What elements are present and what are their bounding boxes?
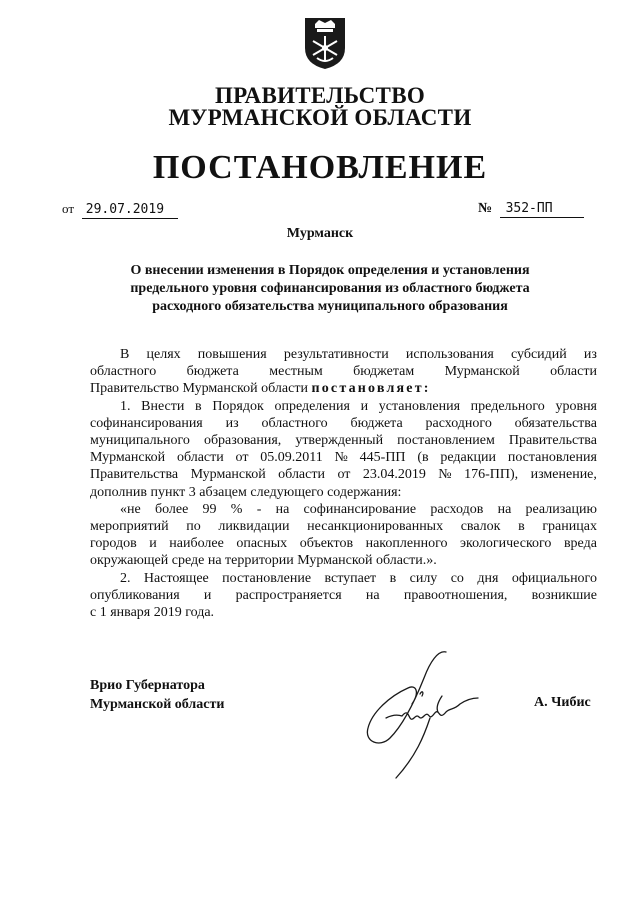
body-word: установления (378, 398, 461, 414)
body-word: утвержденный (295, 433, 384, 449)
body-word: Порядок (212, 398, 264, 414)
city-name: Мурманск (286, 226, 354, 241)
body-word: от (235, 450, 249, 466)
signatory-name: А. Чибис (534, 695, 591, 710)
body-word: 05.09.2011 (260, 450, 323, 466)
document-type-title: ПОСТАНОВЛЕНИЕ (152, 149, 488, 186)
body-word: свалок (460, 519, 501, 535)
body-word: уровня (555, 398, 597, 414)
body-text: Правительство Мурманской области (90, 381, 308, 397)
body-word: на (275, 501, 290, 517)
body-word: постановлением (397, 433, 495, 449)
body-word: редакции (440, 450, 497, 466)
body-word: в (195, 398, 202, 414)
body-word: и (360, 398, 369, 414)
body-word: правоотношения, (403, 587, 508, 603)
number-prefix: № (478, 201, 493, 216)
body-word: - (256, 501, 262, 517)
body-word: со (450, 570, 464, 586)
decree-word: постановляет: (311, 381, 431, 397)
organization-name-line2: МУРМАНСКОЙ ОБЛАСТИ (168, 105, 472, 130)
body-line (90, 535, 597, 552)
body-word: несанкционированных (307, 519, 444, 535)
subject-line: О внесении изменения в Порядок определения и установления (130, 263, 530, 278)
body-word: и (203, 587, 212, 603)
body-word: изменение, (530, 467, 597, 483)
body-word: Настоящее (143, 570, 209, 586)
body-word: в (518, 519, 525, 535)
body-word: Внести (141, 398, 185, 414)
body-word: от (337, 467, 351, 483)
subject-line: предельного уровня софинансирования из областного бюджета (130, 281, 530, 296)
body-word: повышения (197, 347, 267, 362)
body-line (90, 587, 597, 604)
body-word: возникшие (531, 587, 597, 603)
body-line (90, 346, 597, 363)
body-word: мероприятий (90, 519, 169, 535)
body-word: из (225, 415, 239, 431)
body-word: бюджета (350, 415, 403, 431)
body-word: постановления (507, 450, 597, 466)
body-word: объектов (299, 536, 354, 552)
handwritten-signature (350, 632, 500, 782)
body-word: Мурманской (190, 467, 266, 483)
body-word: распространяется (235, 587, 342, 603)
body-word: области (278, 467, 325, 483)
body-line (90, 363, 597, 380)
body-word: «не (120, 501, 141, 517)
body-word: силу (409, 570, 438, 586)
body-word: 445-ПП (359, 450, 406, 466)
date-prefix: от (62, 201, 75, 216)
body-word: расходов (430, 501, 484, 517)
document-body (90, 346, 597, 621)
body-word: 99 (202, 501, 217, 517)
body-word: реализацию (525, 501, 597, 517)
body-word: ликвидации (218, 519, 290, 535)
body-line (90, 501, 597, 518)
body-word: вреда (563, 536, 597, 552)
body-word: 2. (120, 570, 131, 586)
document-date: 29.07.2019 (82, 202, 178, 219)
body-line (90, 449, 597, 466)
body-word: более (154, 501, 189, 517)
body-word: бюджета (186, 364, 239, 380)
date-field (62, 201, 178, 219)
body-word: расходного (425, 415, 492, 431)
body-line: с 1 января 2019 года. (90, 605, 215, 621)
document-subject (110, 262, 550, 316)
body-word: муниципального (90, 433, 190, 449)
organization-name-line1: ПРАВИТЕЛЬСТВО (214, 83, 426, 108)
body-word: наиболее (169, 536, 224, 552)
signatory-title (90, 676, 224, 714)
body-word: Мурманской (444, 364, 520, 380)
body-word: использования (405, 347, 494, 362)
body-word: областного (90, 364, 157, 380)
body-word: бюджетам (353, 364, 415, 380)
body-word: экологического (459, 536, 552, 552)
body-word: софинансирование (303, 501, 417, 517)
body-word: и (149, 536, 157, 552)
body-line (90, 380, 597, 397)
body-word: официального (511, 570, 597, 586)
body-word: определения (274, 398, 350, 414)
body-word: Мурманской (90, 450, 166, 466)
body-line (90, 466, 597, 483)
signatory-title-line: Мурманской области (90, 697, 225, 712)
body-word: области (176, 450, 224, 466)
body-line (90, 518, 597, 535)
body-word: постановление (222, 570, 312, 586)
body-line (90, 398, 597, 415)
body-line (90, 432, 597, 449)
body-word: целях (146, 347, 181, 362)
number-field (478, 201, 584, 218)
body-word: образования, (203, 433, 282, 449)
body-word: В (120, 347, 130, 362)
body-word: на (365, 587, 380, 603)
body-word: опубликования (90, 587, 180, 603)
body-word: субсидий (510, 347, 567, 362)
body-word: % (230, 501, 243, 517)
body-word: дня (477, 570, 499, 586)
body-word: 23.04.2019 (362, 467, 426, 483)
body-word: результативности (283, 347, 389, 362)
body-word: вступает (324, 570, 377, 586)
body-word: Правительства (90, 467, 179, 483)
body-word: по (186, 519, 201, 535)
subject-line: расходного обязательства муниципального образования (152, 299, 508, 314)
body-line: окружающей среде на территории Мурманской области.». (90, 553, 437, 569)
body-word: опасных (236, 536, 288, 552)
body-word: обязательства (514, 415, 597, 431)
body-word: накопленного (365, 536, 448, 552)
coat-of-arms-emblem (303, 14, 347, 70)
body-word: 176-ПП), (464, 467, 519, 483)
body-word: области (550, 364, 597, 380)
body-word: № (438, 467, 452, 483)
body-line (90, 415, 597, 432)
body-word: из (583, 347, 597, 362)
body-word: местным (269, 364, 323, 380)
body-line: дополнив пункт 3 абзацем следующего содержания: (90, 484, 402, 500)
body-word: предельного (470, 398, 545, 414)
body-line (90, 570, 597, 587)
body-word: на (497, 501, 512, 517)
body-word: в (389, 570, 397, 586)
body-word: Правительства (508, 433, 597, 449)
body-word: (в (417, 450, 429, 466)
body-word: областного (261, 415, 328, 431)
body-word: № (334, 450, 348, 466)
body-word: софинансирования (90, 415, 203, 431)
body-word: границах (542, 519, 597, 535)
signatory-title-line: Врио Губернатора (90, 678, 205, 693)
body-word: 1. (120, 398, 131, 414)
document-number: 352-ПП (500, 201, 584, 218)
body-word: городов (90, 536, 137, 552)
